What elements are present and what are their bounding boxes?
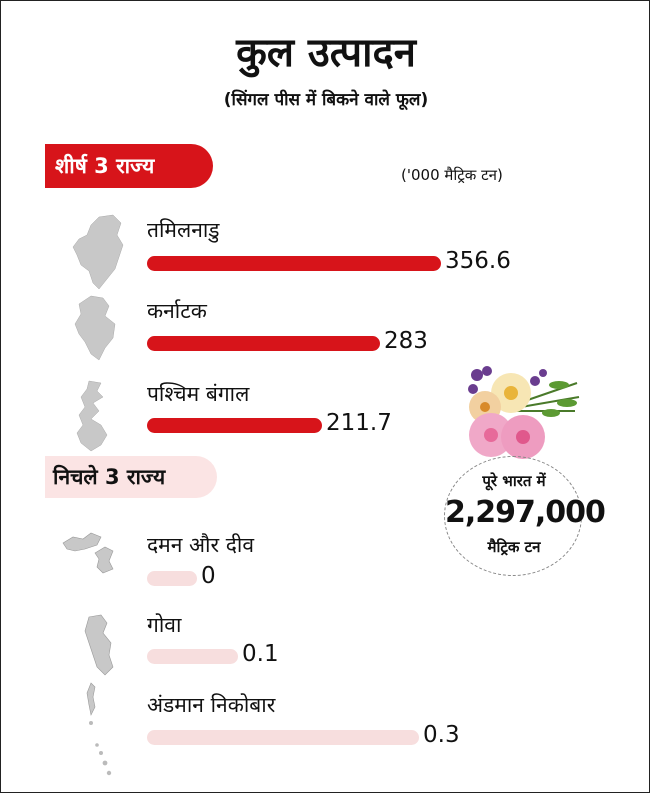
goa-label: गोवा [147,613,182,637]
karnataka-value-label: 283 [384,328,428,354]
national-total-unit: मैट्रिक टन [487,538,541,556]
national-total-badge [444,456,605,576]
tamil-nadu-label: तमिलनाडु [147,218,220,242]
karnataka-bar [147,336,380,351]
chart-title: कुल उत्पादन [236,30,416,76]
section-top-states-label: शीर्ष 3 राज्य [45,144,213,188]
flower-bouquet-icon [459,363,585,463]
west-bengal-map-icon [71,379,115,453]
andaman-nicobar-bar [147,730,419,745]
tamil-nadu-value-label: 356.6 [445,248,511,274]
goa-value-label: 0.1 [242,641,279,667]
tamil-nadu-bar [147,256,441,271]
andaman-nicobar-value-label: 0.3 [423,722,460,748]
west-bengal-value-label: 211.7 [326,410,392,436]
national-total-caption: पूरे भारत में [482,472,546,490]
daman-diu-bar [147,571,197,586]
goa-map-icon [83,613,119,677]
karnataka-label: कर्नाटक [147,299,207,323]
west-bengal-label: पश्चिम बंगाल [147,382,250,406]
daman-diu-value-label: 0 [201,563,216,589]
andaman-nicobar-map-icon [83,681,119,781]
daman-diu-label: दमन और दीव [147,533,255,557]
tamil-nadu-map-icon [69,213,127,291]
chart-subtitle: (सिंगल पीस में बिकने वाले फूल) [223,90,429,110]
national-total-value: 2,297,000 [445,495,605,530]
goa-bar [147,649,238,664]
karnataka-map-icon [69,294,119,362]
unit-note: ('000 मैट्रिक टन) [401,166,503,184]
daman-diu-map-icon [61,529,121,577]
west-bengal-bar [147,418,322,433]
andaman-nicobar-label: अंडमान निकोबार [147,693,276,717]
section-bottom-states-label: निचले 3 राज्य [45,456,217,498]
